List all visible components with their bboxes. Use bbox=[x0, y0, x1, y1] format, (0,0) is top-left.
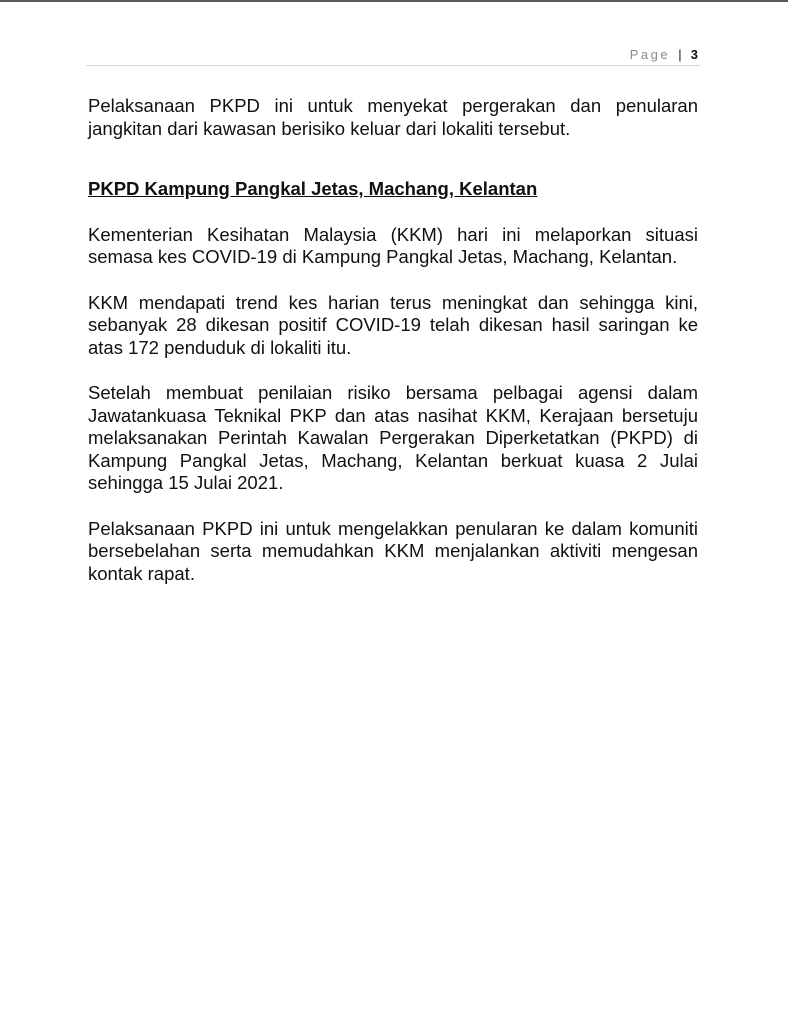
header-rule bbox=[86, 65, 700, 66]
page-number-header bbox=[630, 47, 698, 62]
spacer bbox=[88, 140, 698, 178]
paragraph-decision: Setelah membuat penilaian risiko bersama pelbagai agensi dalam Jawatankuasa Teknikal PKP dan atas nasihat KKM, Kerajaan bersetuju melaksanakan Perintah Kawalan Pergerakan Diperketatkan (PKPD) di Kampung Pangkal Jetas, Machang, Kelantan berkuat kuasa 2 Julai sehingga 15 Julai 2021. bbox=[88, 382, 698, 493]
section-heading: PKPD Kampung Pangkal Jetas, Machang, Kelantan bbox=[88, 178, 538, 199]
page-number: 3 bbox=[690, 47, 698, 62]
paragraph-purpose: Pelaksanaan PKPD ini untuk mengelakkan penularan ke dalam komuniti bersebelahan serta memudahkan KKM menjalankan aktiviti mengesan kontak rapat. bbox=[88, 517, 698, 584]
spacer bbox=[88, 495, 698, 518]
top-edge-line bbox=[0, 0, 788, 2]
spacer bbox=[88, 201, 698, 224]
spacer bbox=[88, 359, 698, 382]
paragraph-cases: KKM mendapati trend kes harian terus meningkat dan sehingga kini, sebanyak 28 dikesan positif COVID-19 telah dikesan hasil saringan ke atas 172 penduduk di lokaliti itu. bbox=[88, 291, 698, 358]
spacer bbox=[88, 269, 698, 292]
paragraph-situation: Kementerian Kesihatan Malaysia (KKM) hari ini melaporkan situasi semasa kes COVID-19 di Kampung Pangkal Jetas, Machang, Kelantan. bbox=[88, 223, 698, 267]
intro-paragraph: Pelaksanaan PKPD ini untuk menyekat pergerakan dan penularan jangkitan dari kawasan berisiko keluar dari lokaliti tersebut. bbox=[88, 95, 698, 139]
page-separator: | bbox=[678, 47, 682, 62]
page-label: Page bbox=[629, 47, 671, 62]
document-body bbox=[88, 95, 698, 585]
